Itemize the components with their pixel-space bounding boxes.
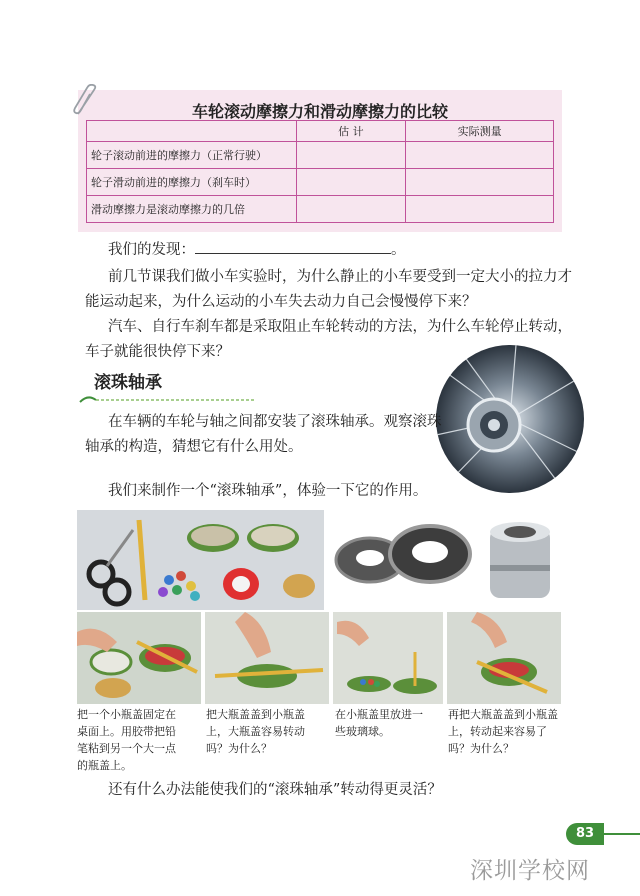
discovery-line (108, 238, 406, 262)
section-title: 滚珠轴承 (94, 373, 162, 393)
discovery-end: 。 (391, 242, 406, 258)
caption-line: 的瓶盖上。 (77, 759, 132, 772)
table-cell[interactable] (406, 142, 554, 169)
table-header-cell (87, 121, 297, 142)
caption-line: 吗？为什么？ (206, 742, 272, 755)
paragraph-line: 车子就能很快停下来？ (85, 344, 230, 360)
comparison-table (86, 120, 554, 223)
caption-line: 上，大瓶盖容易转动 (206, 725, 305, 738)
table-row (87, 142, 554, 169)
caption-line: 吗？为什么？ (448, 742, 514, 755)
step3-photo (333, 612, 443, 704)
table-cell[interactable] (296, 142, 406, 169)
materials-photo (77, 510, 324, 610)
paragraph-line: 能运动起来，为什么运动的小车失去动力自己会慢慢停下来？ (85, 294, 477, 310)
paperclip-icon (70, 84, 100, 118)
discovery-label: 我们的发现： (108, 242, 195, 258)
caption-line: 上，转动起来容易了 (448, 725, 547, 738)
table-header-cell: 估 计 (296, 121, 406, 142)
caption-line: 再把大瓶盖盖到小瓶盖 (448, 708, 558, 721)
table-cell[interactable] (406, 169, 554, 196)
table-title: 车轮滚动摩擦力和滑动摩擦力的比较 (191, 102, 448, 121)
paragraph-line: 我们来制作一个“滚珠轴承”，体验一下它的作用。 (108, 483, 428, 499)
step3-caption (335, 706, 445, 740)
table-cell: 轮子滑动前进的摩擦力（刹车时） (87, 169, 297, 196)
paragraph-line: 轴承的构造，猜想它有什么用处。 (85, 439, 303, 455)
paragraph-line: 还有什么办法能使我们的“滚珠轴承”转动得更灵活？ (108, 782, 442, 798)
table-cell: 轮子滚动前进的摩擦力（正常行驶） (87, 142, 297, 169)
heading-underline-decoration (78, 392, 258, 408)
paragraph-line: 在车辆的车轮与轴之间都安装了滚珠轴承。观察滚珠 (108, 414, 442, 430)
step4-caption (448, 706, 568, 757)
step1-caption (77, 706, 201, 774)
page-number-rule (604, 833, 640, 835)
watermark: 深圳学校网 (470, 858, 590, 884)
caption-line: 把一个小瓶盖固定在 (77, 708, 176, 721)
wheel-bearing-photo (436, 345, 584, 493)
table-cell[interactable] (296, 196, 406, 223)
page-number: 83 (566, 823, 604, 845)
step2-photo (205, 612, 329, 704)
table-cell: 滑动摩擦力是滚动摩擦力的几倍 (87, 196, 297, 223)
paragraph-line: 汽车、自行车刹车都是采取阻止车轮转动的方法，为什么车轮停止转动， (108, 319, 572, 335)
table-header-cell: 实际测量 (406, 121, 554, 142)
step4-photo (447, 612, 561, 704)
step1-photo (77, 612, 201, 704)
table-row (87, 196, 554, 223)
table-header-row (87, 121, 554, 142)
caption-line: 笔粘到另一个大一点 (77, 742, 176, 755)
answer-blank[interactable] (195, 239, 391, 254)
caption-line: 桌面上。用胶带把铅 (77, 725, 176, 738)
table-row (87, 169, 554, 196)
paragraph-line: 前几节课我们做小车实验时，为什么静止的小车要受到一定大小的拉力才 (108, 269, 572, 285)
comparison-table-panel (78, 90, 562, 232)
caption-line: 把大瓶盖盖到小瓶盖 (206, 708, 305, 721)
caption-line: 些玻璃球。 (335, 725, 390, 738)
bearings-photo (330, 510, 560, 610)
table-cell[interactable] (406, 196, 554, 223)
table-cell[interactable] (296, 169, 406, 196)
step2-caption (206, 706, 330, 757)
caption-line: 在小瓶盖里放进一 (335, 708, 423, 721)
